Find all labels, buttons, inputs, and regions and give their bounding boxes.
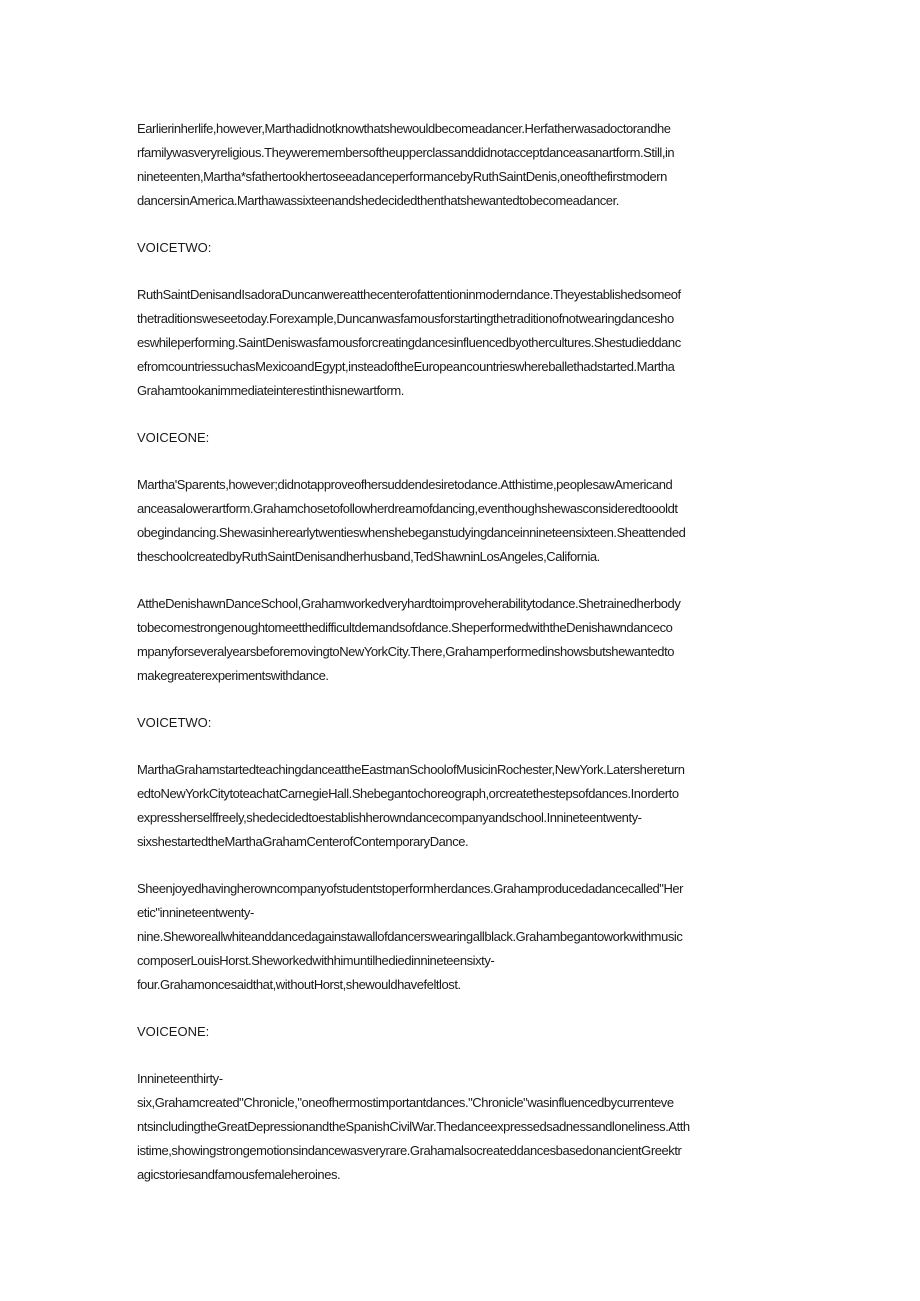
text-line: anceasalowerartform.Grahamchosetofollowherdreamofdancing,eventhoughshewasconsideredtoooldt xyxy=(137,501,678,516)
text-line: rfamilywasveryreligious.Theyweremembersoftheupperclassanddidnotacceptdanceasanartform.Still,in xyxy=(137,145,675,160)
paragraph xyxy=(137,592,787,688)
text-line: sixshestartedtheMarthaGrahamCenterofContemporaryDance. xyxy=(137,834,469,849)
text-line: AttheDenishawnDanceSchool,Grahamworkedveryhardtoimproveherabilitytodance.Shetrainedherbody xyxy=(137,596,681,611)
text-line: expressherselffreely,shedecidedtoestablishherowndancecompanyandschool.Innineteentwenty- xyxy=(137,810,642,825)
text-line: obegindancing.Shewasinherearlytwentieswhenshebeganstudyingdanceinnineteensixteen.Sheattended xyxy=(137,525,686,540)
speaker-text: VOICETWO: xyxy=(137,715,212,730)
text-line: etic"innineteentwenty- xyxy=(137,905,254,920)
text-line: nine.Sheworeallwhiteanddancedagainstawallofdancerswearingallblack.Grahambegantoworkwithmusic xyxy=(137,929,683,944)
text-line: nineteenten,Martha*sfathertookhertoseeadanceperformancebyRuthSaintDenis,oneofthefirstmodern xyxy=(137,169,667,184)
paragraph xyxy=(137,117,787,213)
speaker-text: VOICETWO: xyxy=(137,240,212,255)
text-line: dancersinAmerica.Marthawassixteenandshedecidedthenthatshewantedtobecomeadancer. xyxy=(137,193,619,208)
text-line: tobecomestrongenoughtomeetthedifficultdemandsofdance.SheperformedwiththeDenishawndanceco xyxy=(137,620,673,635)
speaker-label xyxy=(137,1020,787,1044)
text-line: makegreaterexperimentswithdance. xyxy=(137,668,329,683)
speaker-text: VOICEONE: xyxy=(137,1024,210,1039)
paragraph xyxy=(137,1067,787,1187)
text-line: eswhileperforming.SaintDeniswasfamousforcreatingdancesinfluencedbyothercultures.Shestudieddanc xyxy=(137,335,681,350)
paragraph xyxy=(137,758,787,854)
text-line: edtoNewYorkCitytoteachatCarnegieHall.Shebegantochoreograph,orcreatethestepsofdances.Inorderto xyxy=(137,786,679,801)
text-line: Sheenjoyedhavingherowncompanyofstudentstoperformherdances.Grahamproducedadancecalled"Her xyxy=(137,881,684,896)
text-line: MarthaGrahamstartedteachingdanceattheEastmanSchoolofMusicinRochester,NewYork.Latershereturn xyxy=(137,762,685,777)
text-line: composerLouisHorst.Sheworkedwithhimuntilhediedinnineteensixty- xyxy=(137,953,495,968)
text-line: Grahamtookanimmediateinterestinthisnewartform. xyxy=(137,383,404,398)
text-line: Martha'Sparents,however;didnotapproveofhersuddendesiretodance.Atthistime,peoplesawAmericand xyxy=(137,477,673,492)
paragraph xyxy=(137,283,787,403)
text-line: thetraditionsweseetoday.Forexample,Duncanwasfamousforstartingthetraditionofnotwearingdancesho xyxy=(137,311,674,326)
speaker-label xyxy=(137,711,787,735)
text-line: Earlierinherlife,however,Marthadidnotknowthatshewouldbecomeadancer.Herfatherwasadoctorandhe xyxy=(137,121,671,136)
text-line: four.Grahamoncesaidthat,withoutHorst,shewouldhavefeltlost. xyxy=(137,977,461,992)
text-line: Innineteenthirty- xyxy=(137,1071,223,1086)
text-line: ntsincludingtheGreatDepressionandtheSpanishCivilWar.Thedanceexpressedsadnessandloneliness.Atth xyxy=(137,1119,690,1134)
speaker-label xyxy=(137,236,787,260)
paragraph xyxy=(137,877,787,997)
paragraph xyxy=(137,473,787,569)
text-line: mpanyforseveralyearsbeforemovingtoNewYorkCity.There,Grahamperformedinshowsbutshewantedto xyxy=(137,644,675,659)
text-line: istime,showingstrongemotionsindancewasveryrare.GrahamalsocreateddancesbasedonancientGreektr xyxy=(137,1143,682,1158)
text-line: six,Grahamcreated"Chronicle,"oneofhermostimportantdances."Chronicle"wasinfluencedbycurrenteve xyxy=(137,1095,674,1110)
text-line: agicstoriesandfamousfemaleheroines. xyxy=(137,1167,341,1182)
text-line: efromcountriessuchasMexicoandEgypt,insteadoftheEuropeancountrieswhereballethadstarted.Martha xyxy=(137,359,675,374)
text-line: RuthSaintDenisandIsadoraDuncanwereatthecenterofattentioninmoderndance.Theyestablishedsomeof xyxy=(137,287,681,302)
speaker-label xyxy=(137,426,787,450)
speaker-text: VOICEONE: xyxy=(137,430,210,445)
document-body xyxy=(137,117,787,1210)
text-line: theschoolcreatedbyRuthSaintDenisandherhusband,TedShawninLosAngeles,California. xyxy=(137,549,600,564)
